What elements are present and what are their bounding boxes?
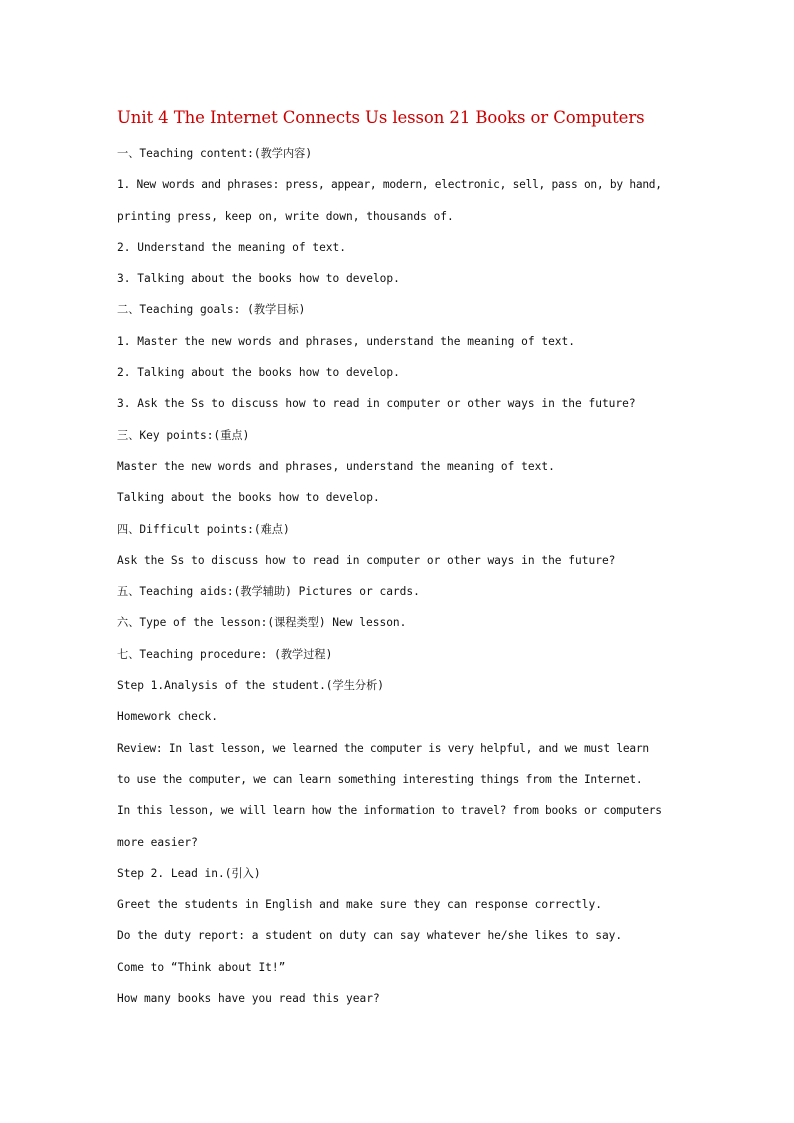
text-line: 三、Key points:(重点) xyxy=(117,428,250,442)
text-line: 一、Teaching content:(教学内容) xyxy=(117,147,313,160)
text-line: Master the new words and phrases, understand the meaning of text. xyxy=(117,459,555,473)
text-line: 七、Teaching procedure: (教学过程) xyxy=(117,647,333,661)
text-line: Ask the Ss to discuss how to read in computer or other ways in the future? xyxy=(117,553,616,567)
text-line: Talking about the books how to develop. xyxy=(117,491,380,505)
text-line: Step 2. Lead in.(引入) xyxy=(117,866,261,880)
text-line: Come to “Think about It!” xyxy=(117,960,286,974)
text-line: How many books have you read this year? xyxy=(117,992,380,1006)
text-line: 3. Ask the Ss to discuss how to read in computer or other ways in the future? xyxy=(117,397,636,411)
text-line: 五、Teaching aids:(教学辅助) Pictures or cards. xyxy=(117,585,420,599)
text-line: 3. Talking about the books how to develop. xyxy=(117,272,400,286)
text-line: 2. Talking about the books how to develop. xyxy=(117,366,400,380)
text-line: Step 1.Analysis of the student.(学生分析) xyxy=(117,679,385,693)
text-line: In this lesson, we will learn how the information to travel? from books or computers xyxy=(117,804,662,818)
text-line: more easier? xyxy=(117,835,198,849)
text-line: Greet the students in English and make sure they can response correctly. xyxy=(117,898,602,912)
text-line: 二、Teaching goals: (教学目标) xyxy=(117,303,306,317)
text-line: Review: In last lesson, we learned the computer is very helpful, and we must learn xyxy=(117,741,649,755)
text-line: 1. Master the new words and phrases, understand the meaning of text. xyxy=(117,334,576,348)
document-title: Unit 4 The Internet Connects Us lesson 21 Books or Computers xyxy=(117,108,645,127)
text-line: 1. New words and phrases: press, appear, modern, electronic, sell, pass on, by hand, xyxy=(117,178,662,192)
text-line: printing press, keep on, write down, thousands of. xyxy=(117,209,454,223)
text-line: Homework check. xyxy=(117,710,219,724)
text-line: to use the computer, we can learn something interesting things from the Internet. xyxy=(117,772,643,786)
text-line: 四、Difficult points:(难点) xyxy=(117,522,290,536)
text-line: Do the duty report: a student on duty can say whatever he/she likes to say. xyxy=(117,929,623,943)
document-body xyxy=(117,142,687,1018)
text-line: 六、Type of the lesson:(课程类型) New lesson. xyxy=(117,616,407,630)
text-line: 2. Understand the meaning of text. xyxy=(117,240,347,254)
